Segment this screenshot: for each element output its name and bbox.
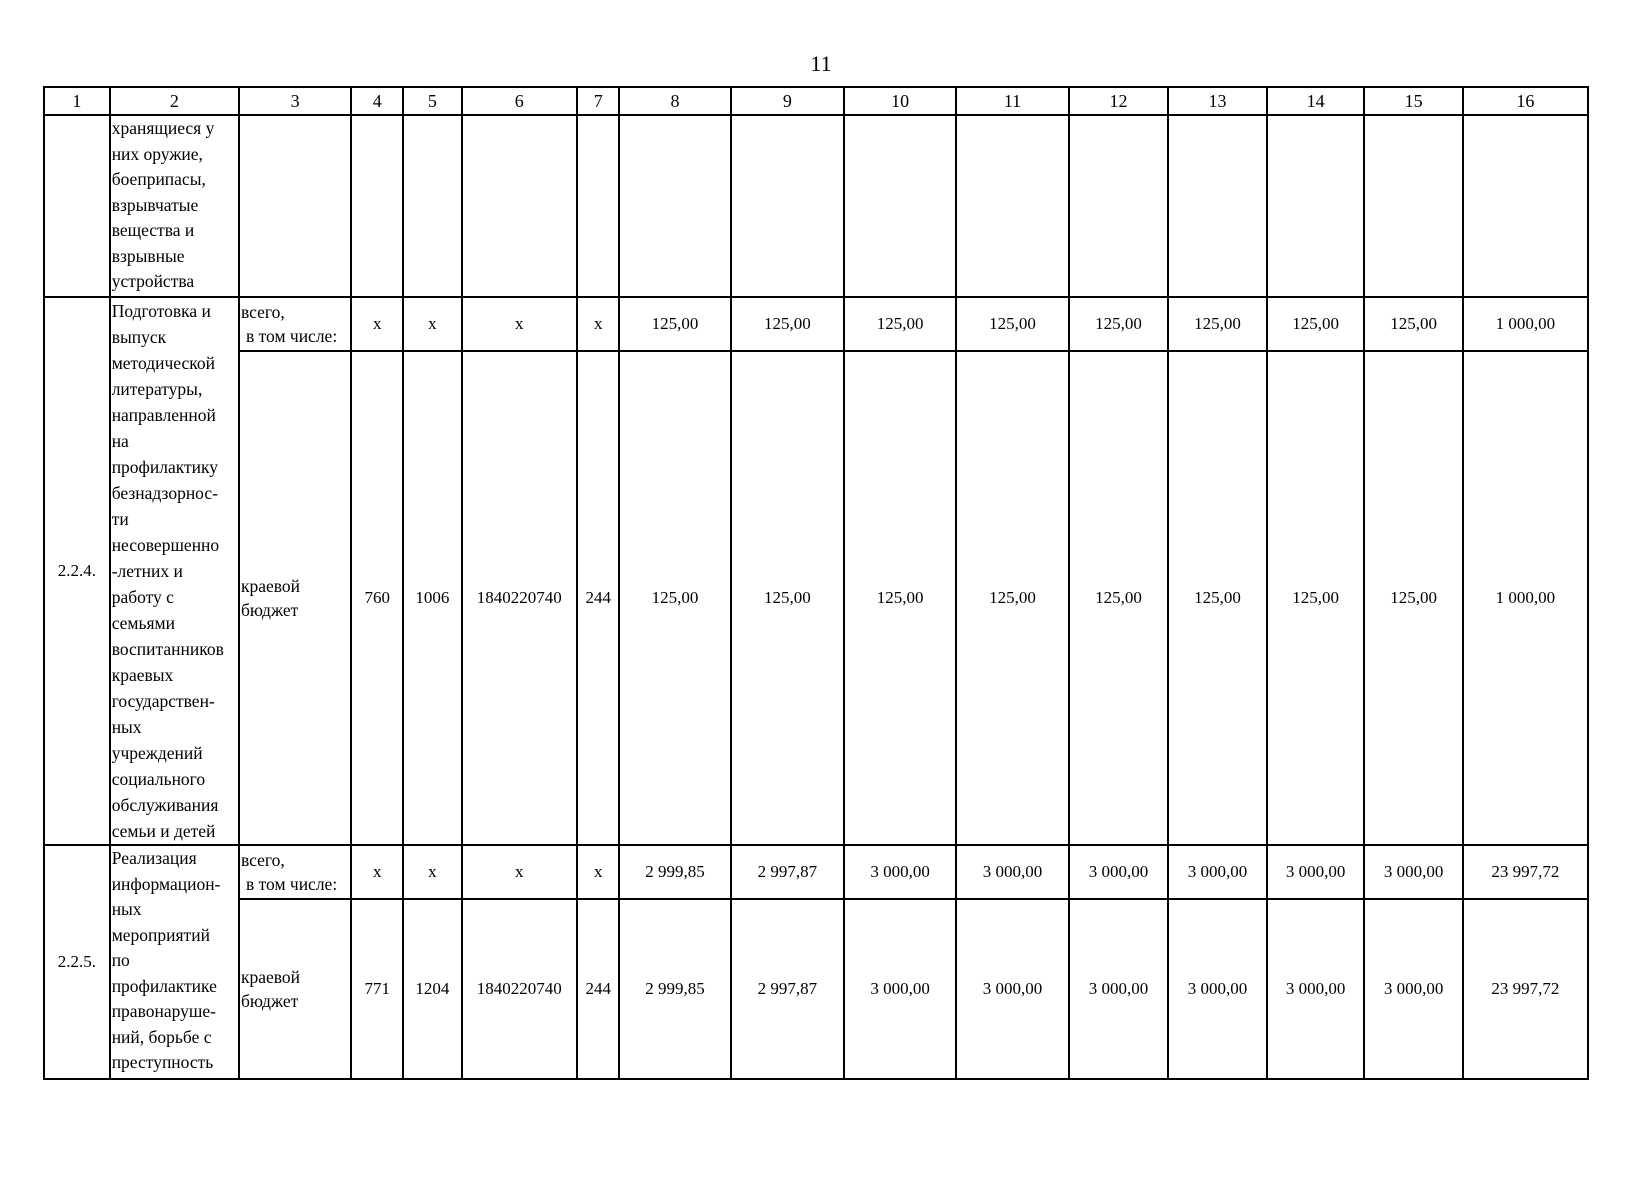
total-value-cell: 1 000,00	[1463, 351, 1588, 845]
column-number: 8	[619, 87, 730, 115]
funding-source-line: бюджет	[240, 600, 299, 620]
column-number: 16	[1463, 87, 1588, 115]
value-cell: 3 000,00	[1168, 845, 1267, 899]
column-number: 5	[403, 87, 461, 115]
funding-source-line: краевой	[240, 576, 301, 596]
rzpr-cell: х	[403, 845, 461, 899]
column-number: 7	[577, 87, 619, 115]
value-cell: 3 000,00	[1069, 845, 1169, 899]
page-number: 11	[810, 51, 832, 76]
vr-cell: 244	[577, 899, 619, 1079]
column-number: 12	[1069, 87, 1169, 115]
value-cell: 2 999,85	[619, 899, 730, 1079]
vr-cell: х	[577, 297, 619, 351]
measure-name-cell: хранящиеся у них оружие, боеприпасы, взрывчатые вещества и взрывные устройства	[110, 115, 239, 297]
funding-source-total	[239, 297, 351, 351]
value-cell: 2 997,87	[731, 845, 844, 899]
value-cell: 125,00	[844, 297, 956, 351]
funding-source-budget	[239, 899, 351, 1079]
grbs-cell: 760	[351, 351, 403, 845]
csr-cell: 1840220740	[462, 899, 578, 1079]
value-cell: 125,00	[731, 351, 844, 845]
column-number: 4	[351, 87, 403, 115]
rzpr-cell: х	[403, 297, 461, 351]
value-cell: 125,00	[1069, 351, 1169, 845]
value-cell: 3 000,00	[1364, 845, 1463, 899]
csr-cell: х	[462, 845, 578, 899]
value-cell: 2 999,85	[619, 845, 730, 899]
value-cell: 125,00	[731, 297, 844, 351]
table-row	[44, 899, 1588, 1079]
value-cell: 3 000,00	[1069, 899, 1169, 1079]
column-number: 1	[44, 87, 110, 115]
value-cell: 3 000,00	[1168, 899, 1267, 1079]
measure-name-cell: Реализация информацион- ных мероприятий по профилактике правонаруше- ний, борьбе с преступность	[110, 845, 239, 1079]
column-number: 9	[731, 87, 844, 115]
funding-source-line: всего,	[240, 850, 285, 870]
table-row	[44, 351, 1588, 845]
vr-cell: 244	[577, 351, 619, 845]
csr-cell: 1840220740	[462, 351, 578, 845]
value-cell: 3 000,00	[956, 845, 1068, 899]
funding-source-line: всего,	[240, 302, 285, 322]
value-cell: 3 000,00	[1267, 845, 1364, 899]
funding-source-line: бюджет	[240, 991, 299, 1011]
value-cell: 125,00	[619, 351, 730, 845]
column-number-row	[44, 87, 1588, 115]
value-cell: 125,00	[1168, 297, 1267, 351]
rzpr-cell: 1006	[403, 351, 461, 845]
total-value-cell: 1 000,00	[1463, 297, 1588, 351]
column-number: 13	[1168, 87, 1267, 115]
column-number: 15	[1364, 87, 1463, 115]
grbs-cell: 771	[351, 899, 403, 1079]
code-cell	[44, 115, 110, 297]
column-number: 3	[239, 87, 351, 115]
value-cell: 125,00	[1069, 297, 1169, 351]
funding-source-total	[239, 845, 351, 899]
column-number: 11	[956, 87, 1068, 115]
continuation-row	[44, 115, 1588, 297]
value-cell: 125,00	[956, 351, 1068, 845]
value-cell: 125,00	[956, 297, 1068, 351]
funding-source-line: краевой	[240, 967, 301, 987]
total-value-cell: 23 997,72	[1463, 899, 1588, 1079]
grbs-cell: х	[351, 297, 403, 351]
value-cell: 3 000,00	[1364, 899, 1463, 1079]
funding-source-line: в том числе:	[245, 326, 338, 346]
value-cell: 3 000,00	[844, 899, 956, 1079]
value-cell: 125,00	[1168, 351, 1267, 845]
value-cell: 125,00	[844, 351, 956, 845]
funding-source-line: в том числе:	[245, 874, 338, 894]
measure-code: 2.2.5.	[44, 845, 110, 1079]
value-cell: 3 000,00	[956, 899, 1068, 1079]
rzpr-cell: 1204	[403, 899, 461, 1079]
column-number: 6	[462, 87, 578, 115]
value-cell: 3 000,00	[844, 845, 956, 899]
funding-source-budget	[239, 351, 351, 845]
grbs-cell: х	[351, 845, 403, 899]
column-number: 14	[1267, 87, 1364, 115]
total-value-cell: 23 997,72	[1463, 845, 1588, 899]
value-cell: 125,00	[1364, 351, 1463, 845]
value-cell: 3 000,00	[1267, 899, 1364, 1079]
program-table	[43, 86, 1589, 1080]
value-cell: 125,00	[619, 297, 730, 351]
value-cell: 125,00	[1267, 351, 1364, 845]
vr-cell: х	[577, 845, 619, 899]
measure-code: 2.2.4.	[44, 297, 110, 845]
column-number: 10	[844, 87, 956, 115]
csr-cell: х	[462, 297, 578, 351]
table-row	[44, 297, 1588, 351]
measure-name-cell: Подготовка и выпуск методической литературы, направленной на профилактику безнадзорнос- ти несовершенно -летних и работу с семьями воспитанников краевых государствен- ных учреждений социального обслуживания семьи и детей	[110, 297, 239, 845]
column-number: 2	[110, 87, 239, 115]
value-cell: 125,00	[1267, 297, 1364, 351]
table-row	[44, 845, 1588, 899]
value-cell: 2 997,87	[731, 899, 844, 1079]
value-cell: 125,00	[1364, 297, 1463, 351]
